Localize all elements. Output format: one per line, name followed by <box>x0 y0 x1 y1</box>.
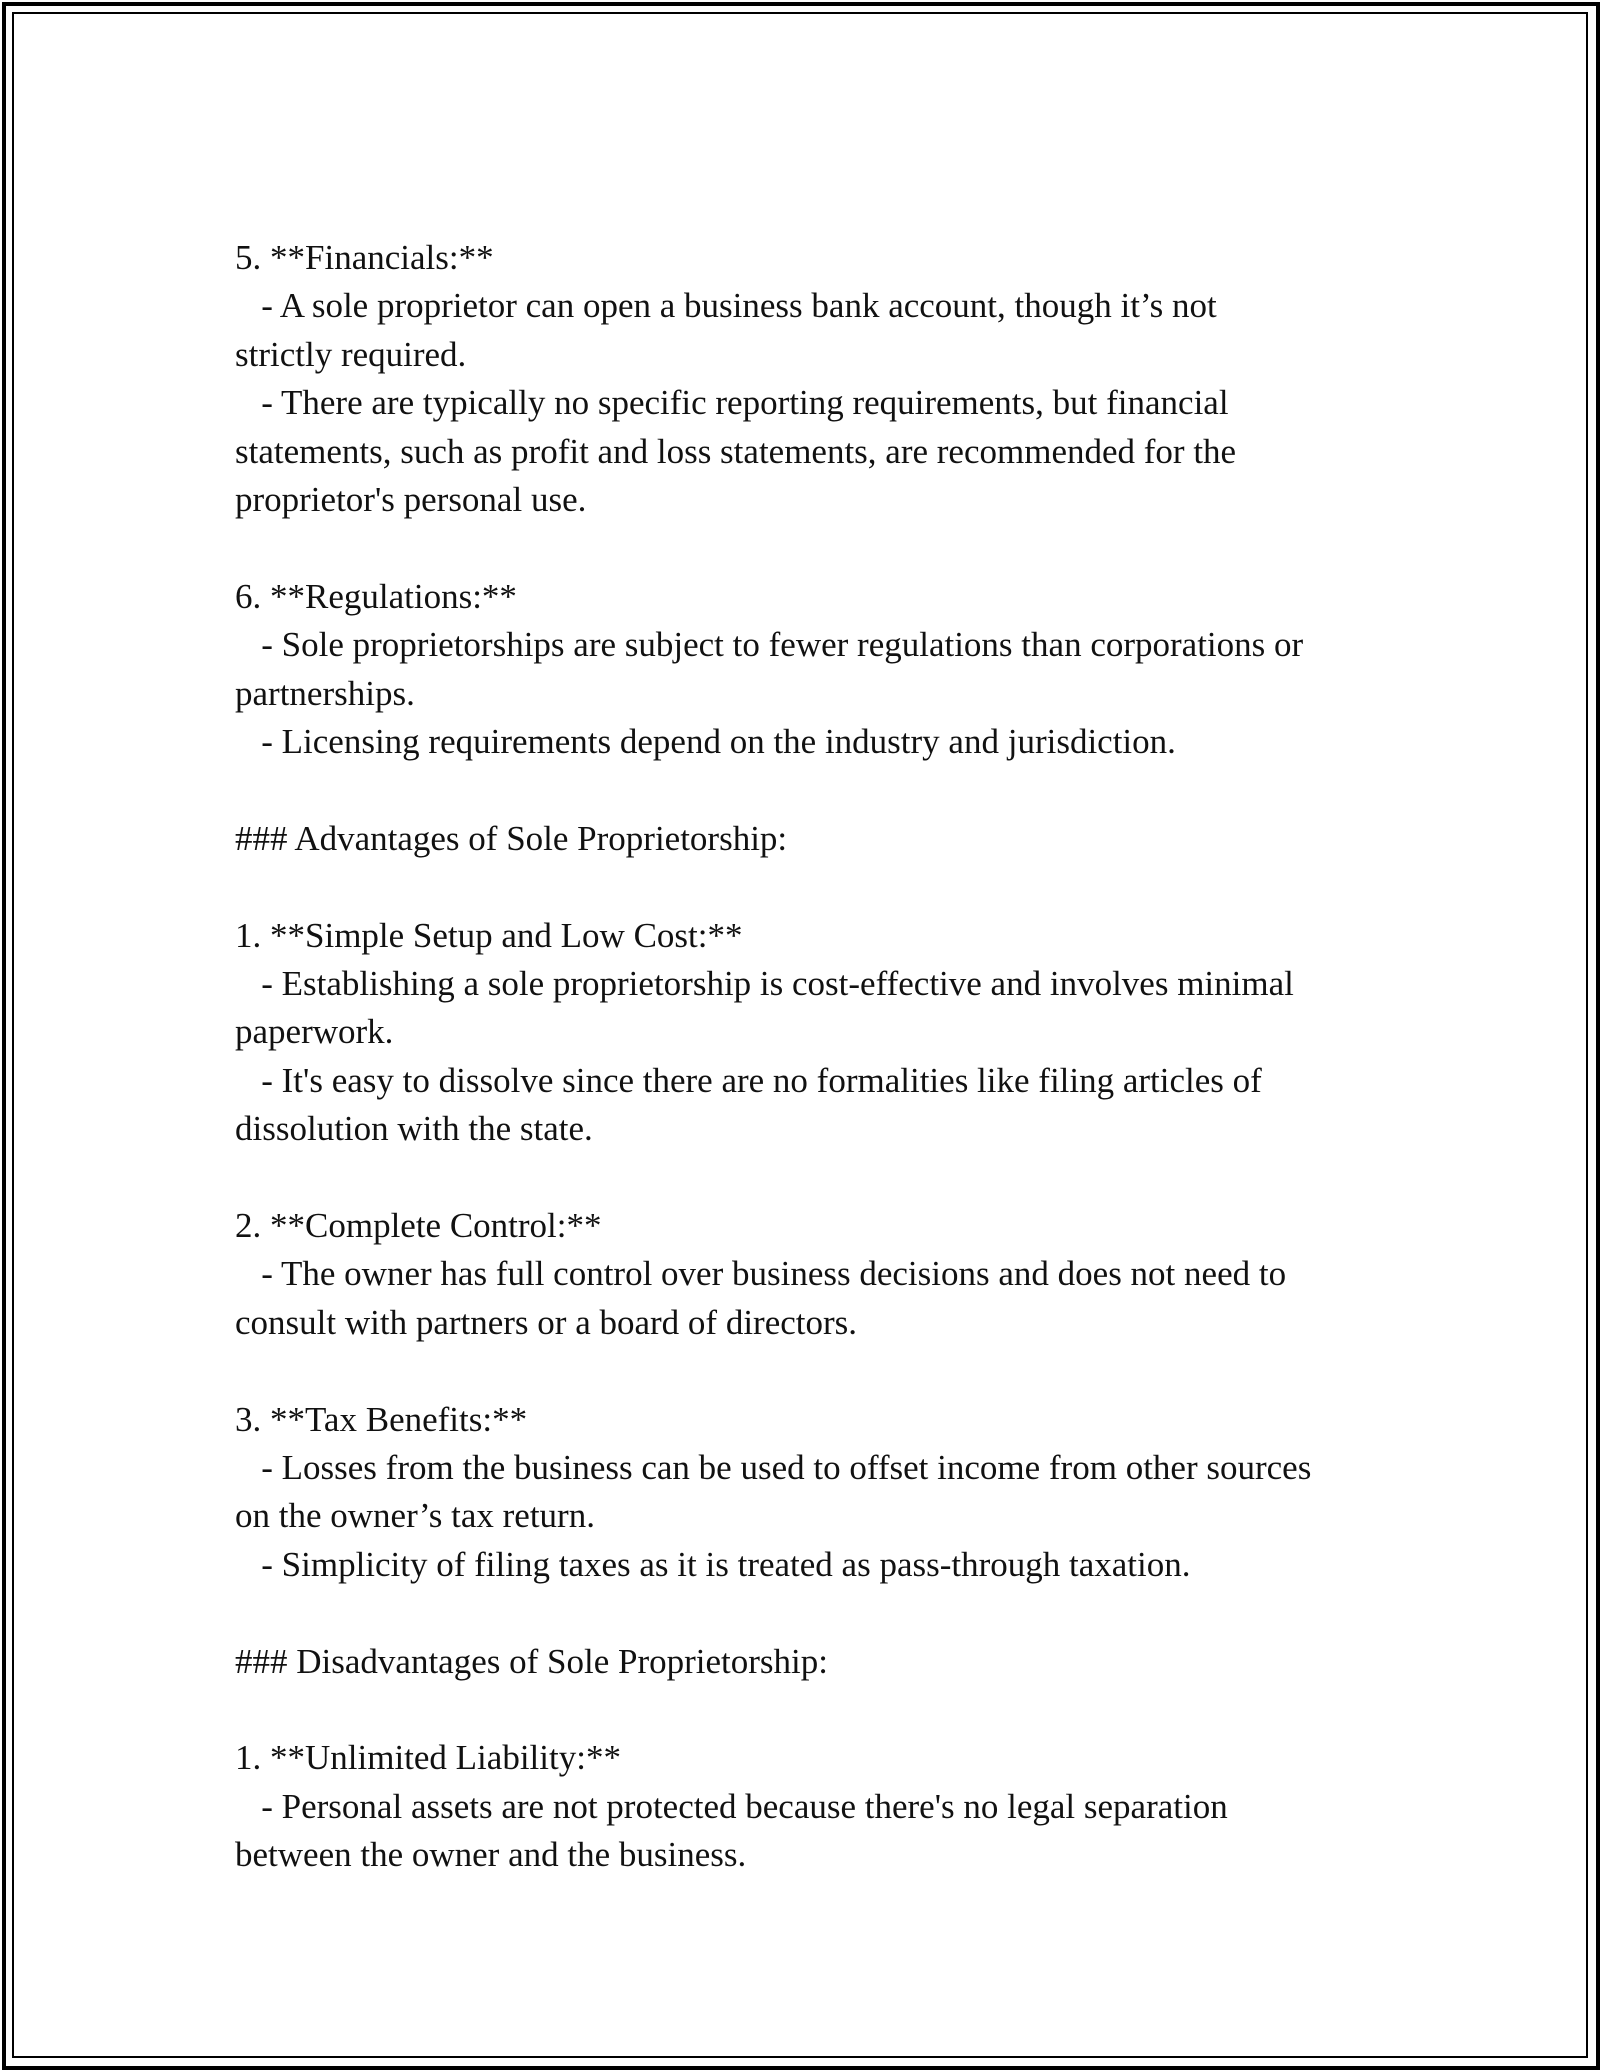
text-line: partnerships. <box>235 673 415 713</box>
section-heading-simple-setup: 1. **Simple Setup and Low Cost:** <box>235 915 743 955</box>
text-line: strictly required. <box>235 334 467 374</box>
section-heading-regulations: 6. **Regulations:** <box>235 576 517 616</box>
text-line: - Personal assets are not protected because there's no legal separation <box>235 1786 1228 1826</box>
heading-disadvantages: ### Disadvantages of Sole Proprietorship: <box>235 1641 828 1681</box>
section-heading-tax-benefits: 3. **Tax Benefits:** <box>235 1399 528 1439</box>
text-line: - There are typically no specific reporting requirements, but financial <box>235 383 1229 423</box>
text-line: - Simplicity of filing taxes as it is treated as pass-through taxation. <box>235 1544 1191 1584</box>
text-line: dissolution with the state. <box>235 1109 593 1149</box>
text-line: - The owner has full control over business decisions and does not need to <box>235 1254 1287 1294</box>
blank-line <box>235 766 1385 814</box>
section-heading-unlimited-liability: 1. **Unlimited Liability:** <box>235 1738 621 1778</box>
blank-line <box>235 1154 1385 1202</box>
section-heading-financials: 5. **Financials:** <box>235 238 494 277</box>
text-line: - A sole proprietor can open a business bank account, though it’s not <box>235 286 1217 326</box>
text-line: - Losses from the business can be used to offset income from other sources <box>235 1448 1312 1488</box>
text-line: - Licensing requirements depend on the industry and jurisdiction. <box>235 722 1176 762</box>
document-body <box>235 234 1385 1880</box>
text-line: paperwork. <box>235 1012 394 1052</box>
blank-line <box>235 1589 1385 1637</box>
blank-line <box>235 1686 1385 1734</box>
text-line: proprietor's personal use. <box>235 480 587 520</box>
text-line: - It's easy to dissolve since there are no formalities like filing articles of <box>235 1060 1262 1100</box>
section-heading-complete-control: 2. **Complete Control:** <box>235 1206 602 1246</box>
text-line: - Sole proprietorships are subject to fewer regulations than corporations or <box>235 625 1304 665</box>
text-line: statements, such as profit and loss statements, are recommended for the <box>235 431 1237 471</box>
blank-line <box>235 863 1385 911</box>
text-line: between the owner and the business. <box>235 1835 747 1875</box>
text-line: on the owner’s tax return. <box>235 1496 595 1536</box>
text-line: - Establishing a sole proprietorship is cost-effective and involves minimal <box>235 964 1294 1004</box>
heading-advantages: ### Advantages of Sole Proprietorship: <box>235 818 788 858</box>
text-line: consult with partners or a board of directors. <box>235 1302 858 1342</box>
blank-line <box>235 1347 1385 1395</box>
blank-line <box>235 524 1385 572</box>
